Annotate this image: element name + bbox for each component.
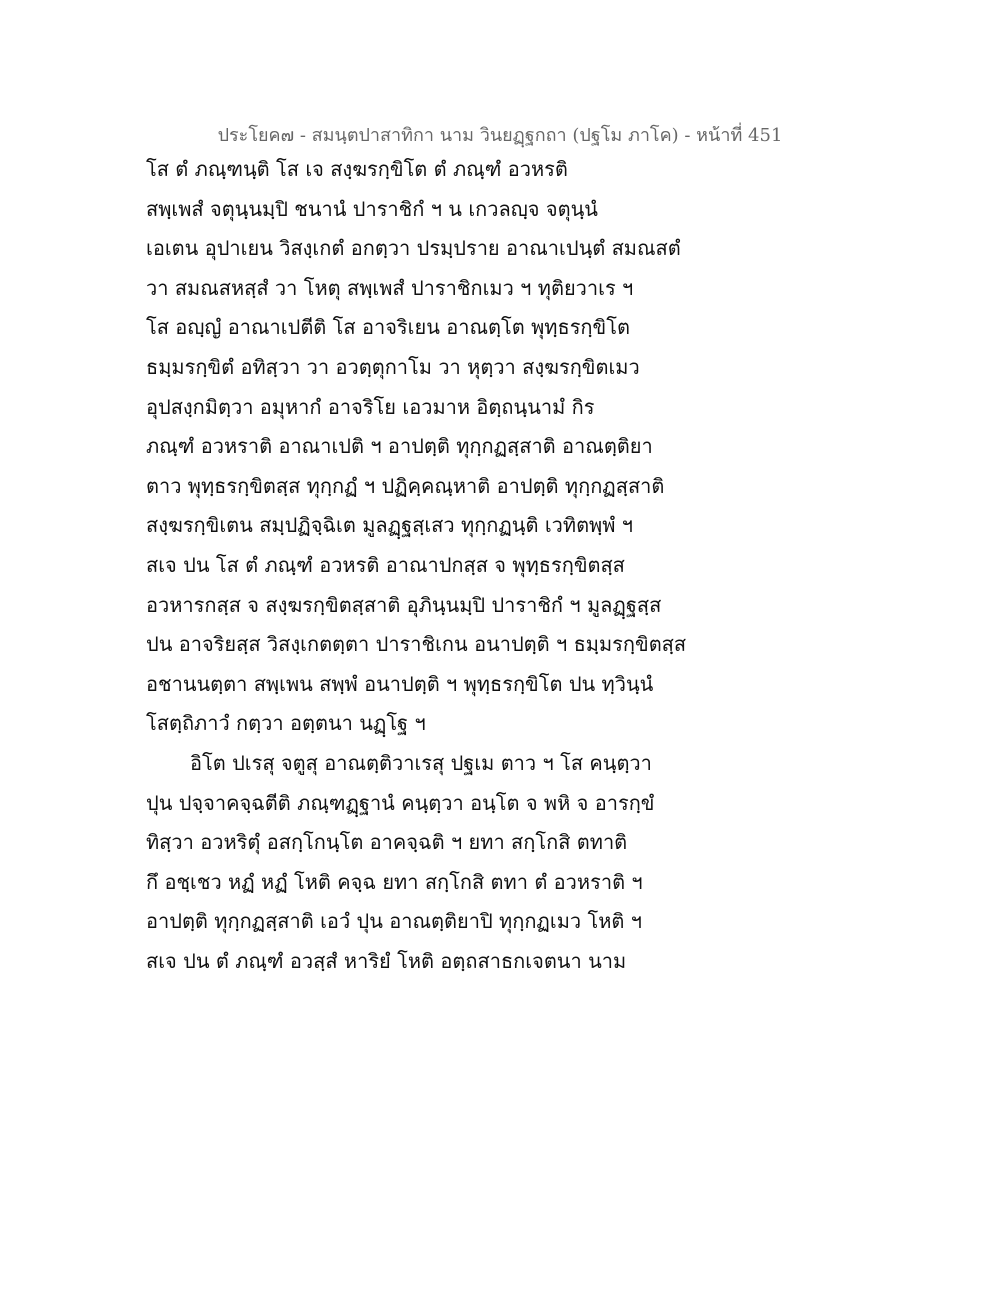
text-line: อาปตฺติ ทุกฺกฏสฺสาติ เอวํ ปุน อาณตฺติยาปิ ทุกฺกฏเมว โหติ ฯ — [146, 909, 642, 934]
paragraph-first-line: อิโต ปเรสุ จตูสุ อาณตฺติวาเรสุ ปฐเม ตาว ฯ โส คนฺตฺวา — [190, 750, 652, 775]
page-header: ประโยค๗ - สมนฺตปาสาทิกา นาม วินยฏฺฐกถา (ปฐโม ภาโค) - หน้าที่ 451 — [217, 125, 783, 146]
text-line: กึ อชฺเชว หฏํ หฏํ โหติ คจฺฉ ยทา สกฺโกสิ ตทา ตํ อวหราติ ฯ — [146, 869, 643, 894]
text-line: โสตฺถิภาวํ กตฺวา อตฺตนา นฏฺโฐ ฯ — [146, 711, 426, 736]
text-line: โส อญฺญํ อาณาเปตีติ โส อาจริเยน อาณตฺโต พุทฺธรกฺขิโต — [146, 315, 630, 340]
text-line: อชานนตฺตา สพฺเพน สพฺพํ อนาปตฺติ ฯ พุทฺธรกฺขิโต ปน ทฺวินฺนํ — [146, 671, 654, 696]
text-line: อุปสงฺกมิตฺวา อมุหากํ อาจริโย เอวมาห อิตฺถนฺนามํ กิร — [146, 394, 595, 419]
text-line: ภณฺฑํ อวหราติ อาณาเปติ ฯ อาปตฺติ ทุกฺกฏสฺสาติ อาณตฺติยา — [146, 434, 653, 459]
text-line: โส ตํ ภณฺฑนฺติ โส เจ สงฺฆรกฺขิโต ตํ ภณฺฑํ อวหรติ — [146, 157, 568, 181]
text-line: สเจ ปน ตํ ภณฺฑํ อวสฺสํ หาริยํ โหติ อตฺถสาธกเจตนา นาม — [146, 948, 627, 973]
text-line: ปุน ปจฺจาคจฺฉตีติ ภณฺฑฏฺฐานํ คนฺตฺวา อนฺโต จ พหิ จ อารกฺขํ — [146, 790, 655, 815]
text-line: สพฺเพสํ จตุนฺนมฺปิ ชนานํ ปาราชิกํ ฯ น เกวลญฺจ จตุนฺนํ — [146, 196, 598, 221]
body-text — [146, 150, 706, 981]
text-line: ตาว พุทฺธรกฺขิตสฺส ทุกฺกฏํ ฯ ปฏิคฺคณฺหาติ อาปตฺติ ทุกฺกฏสฺสาติ — [146, 473, 665, 498]
text-line: อวหารกสฺส จ สงฺฆรกฺขิตสฺสาติ อุภินฺนมฺปิ ปาราชิกํ ฯ มูลฏฺฐสฺส — [146, 592, 662, 617]
text-line: สเจ ปน โส ตํ ภณฺฑํ อวหรติ อาณาปกสฺส จ พุทฺธรกฺขิตสฺส — [146, 552, 625, 577]
text-line: เอเตน อุปาเยน วิสงฺเกตํ อกตฺวา ปรมฺปราย อาณาเปนฺตํ สมณสตํ — [146, 236, 681, 261]
text-line: ทิสฺวา อวหริตุํ อสกฺโกนฺโต อาคจฺฉติ ฯ ยทา สกฺโกสิ ตทาติ — [146, 830, 628, 855]
text-line: ปน อาจริยสฺส วิสงฺเกตตฺตา ปาราชิเกน อนาปตฺติ ฯ ธมฺมรกฺขิตสฺส — [146, 632, 687, 657]
text-line: สงฺฆรกฺขิเตน สมฺปฏิจฺฉิเต มูลฏฺฐสฺเสว ทุกฺกฏนฺติ เวทิตพฺพํ ฯ — [146, 513, 634, 538]
text-line: ธมฺมรกฺขิตํ อทิสฺวา วา อวตฺตุกาโม วา หุตฺวา สงฺฆรกฺขิตเมว — [146, 354, 640, 379]
text-line: วา สมณสหสฺสํ วา โหตุ สพฺเพสํ ปาราชิกเมว ฯ ทุติยวาเร ฯ — [146, 275, 634, 300]
